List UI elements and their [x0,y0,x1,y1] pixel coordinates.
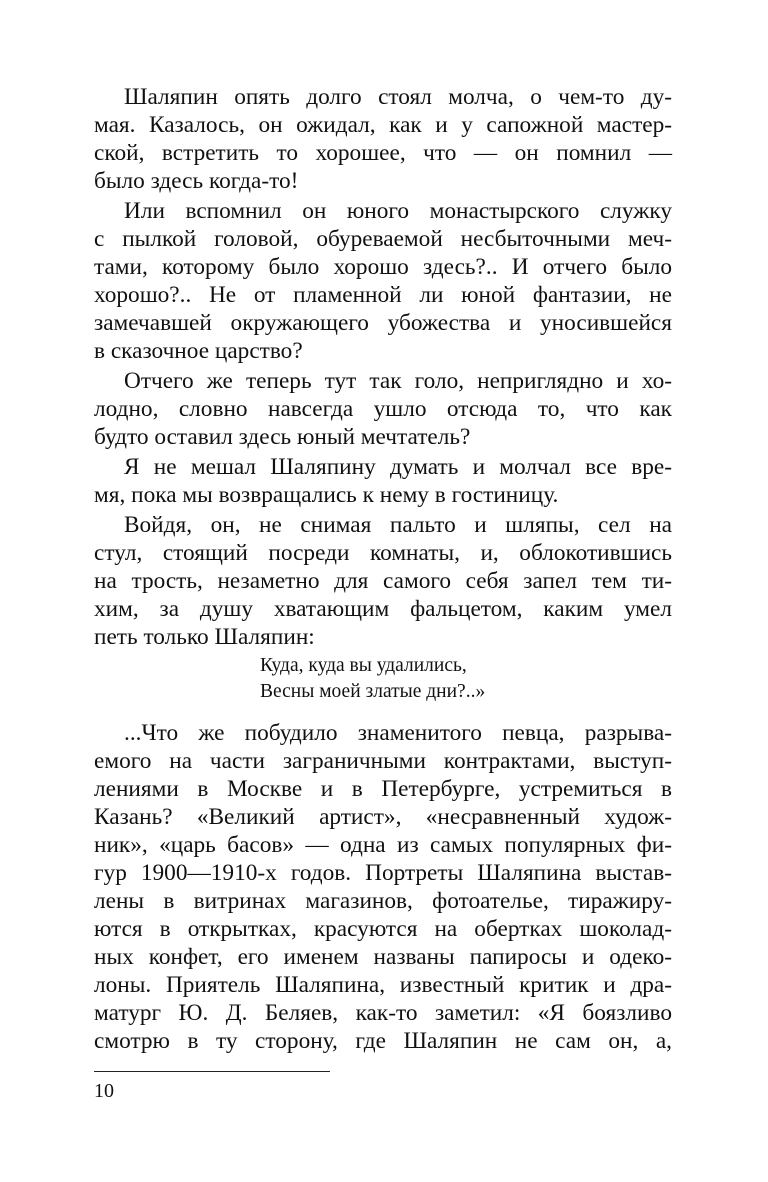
text-line: в сказочное царство? [94,338,303,364]
text-line: матург Ю. Д. Беляев, как-то заметил: «Я боязливо [94,1000,672,1026]
text-line: стул, стоящий посреди комнаты, и, облокотившись [94,540,672,566]
text-line: ются в открытках, красуются на обертках шоколад- [94,916,672,942]
text-line: лениями в Москве и в Петербурге, устремиться в [94,776,672,802]
text-line: лодно, словно навсегда ушло отсюда то, что как [94,396,672,422]
text-line: на трость, незаметно для самого себя запел тем ти- [94,568,672,594]
text-line: хорошо?.. Не от пламенной ли юной фантазии, не [94,282,672,308]
verse-line: Куда, куда вы удалились, [260,655,467,676]
text-line: будто оставил здесь юный мечтатель? [94,424,471,450]
text-line: ...Что же побудило знаменитого певца, разрыва- [124,720,672,746]
text-line: ных конфет, его именем названы папиросы и одеко- [94,944,672,970]
text-line: емого на части заграничными контрактами, выступ- [94,748,672,774]
page-number: 10 [94,1080,114,1102]
book-page-text [94,78,672,1078]
text-line: мая. Казалось, он ожидал, как и у сапожной мастер- [94,112,672,138]
text-line: смотрю в ту сторону, где Шаляпин не сам он, а, [94,1028,672,1054]
text-line: было здесь когда-то! [94,168,299,194]
text-line: тами, которому было хорошо здесь?.. И отчего было [94,254,672,280]
text-line: мя, пока мы возвращались к нему в гостиницу. [94,482,559,508]
text-line: замечавшей окружающего убожества и уносившейся [94,310,672,336]
text-line: лены в витринах магазинов, фотоателье, тиражиру- [94,888,672,914]
text-line: Войдя, он, не снимая пальто и шляпы, сел на [124,512,672,538]
text-line: Казань? «Великий артист», «несравненный худож- [94,804,672,830]
text-line: ской, встретить то хорошее, что — он помнил — [94,140,672,166]
text-line: Или вспомнил он юного монастырского служку [124,198,672,224]
text-line: Шаляпин опять долго стоял молча, о чем-то ду- [124,84,672,110]
text-line: хим, за душу хватающим фальцетом, каким умел [94,596,672,622]
text-line: с пылкой головой, обуреваемой несбыточными меч- [94,226,672,252]
verse-line: Весны моей златые дни?..» [260,681,486,702]
text-line: лоны. Приятель Шаляпина, известный критик и дра- [94,972,672,998]
text-line: Я не мешал Шаляпину думать и молчал все вре- [124,454,672,480]
text-line: Отчего же теперь тут так голо, неприглядно и хо- [124,368,672,394]
text-line: петь только Шаляпин: [94,624,315,650]
footnote-divider [94,1071,330,1072]
text-line: ник», «царь басов» — одна из самых популярных фи- [94,832,672,858]
text-line: гур 1900—1910-х годов. Портреты Шаляпина выстав- [94,860,672,886]
